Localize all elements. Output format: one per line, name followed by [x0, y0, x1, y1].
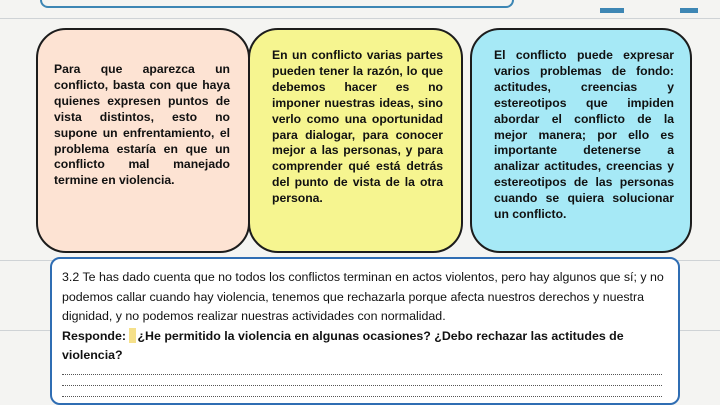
- top-accent-mark: [600, 8, 624, 13]
- top-frame-decoration: [40, 0, 514, 8]
- prompt-label: Responde:: [62, 328, 127, 343]
- prompt-text: ¿He permitido la violencia en algunas ocasiones? ¿Debo rechazar las actitudes de violencia?: [62, 328, 624, 363]
- answer-line[interactable]: [62, 374, 662, 375]
- question-prompt: [62, 327, 670, 366]
- info-card-right-text: El conflicto puede expresar varios problemas de fondo: actitudes, creencias y estereotipos que impiden abordar el conflicto de la mejor manera; por ello es importante detenerse a analizar actitudes, creencias y estereotipos de las personas cuando se quiera solucionar un conflicto.: [494, 48, 674, 222]
- text-cursor-highlight: [129, 328, 136, 343]
- question-text: 3.2 Te has dado cuenta que no todos los conflictos terminan en actos violentos, pero hay algunos que sí; y no podemos callar cuando hay violencia, tenemos que rechazarla porque afecta nuestros derechos y nuestra dignidad, y no podemos realizar nuestras actividades con normalidad.: [62, 270, 664, 324]
- question-box: [50, 257, 680, 405]
- info-card-right: [470, 28, 692, 253]
- info-card-middle: [248, 28, 463, 253]
- top-accent-mark: [680, 8, 698, 13]
- answer-line[interactable]: [62, 385, 662, 386]
- answer-line[interactable]: [62, 396, 662, 397]
- page-rule-line: [0, 18, 720, 19]
- info-card-left: [36, 28, 250, 253]
- info-card-middle-text: En un conflicto varias partes pueden tener la razón, lo que debemos hacer es no imponer nuestras ideas, sino verlo como una oportunidad para dialogar, para conocer mejor a las personas, y para comprender qué está detrás del punto de vista de la otra persona.: [272, 48, 443, 206]
- info-card-left-text: Para que aparezca un conflicto, basta con que haya quienes expresen puntos de vista distintos, esto no supone un enfrentamiento, el problema estaría en que un conflicto mal manejado termine en violencia.: [54, 62, 230, 188]
